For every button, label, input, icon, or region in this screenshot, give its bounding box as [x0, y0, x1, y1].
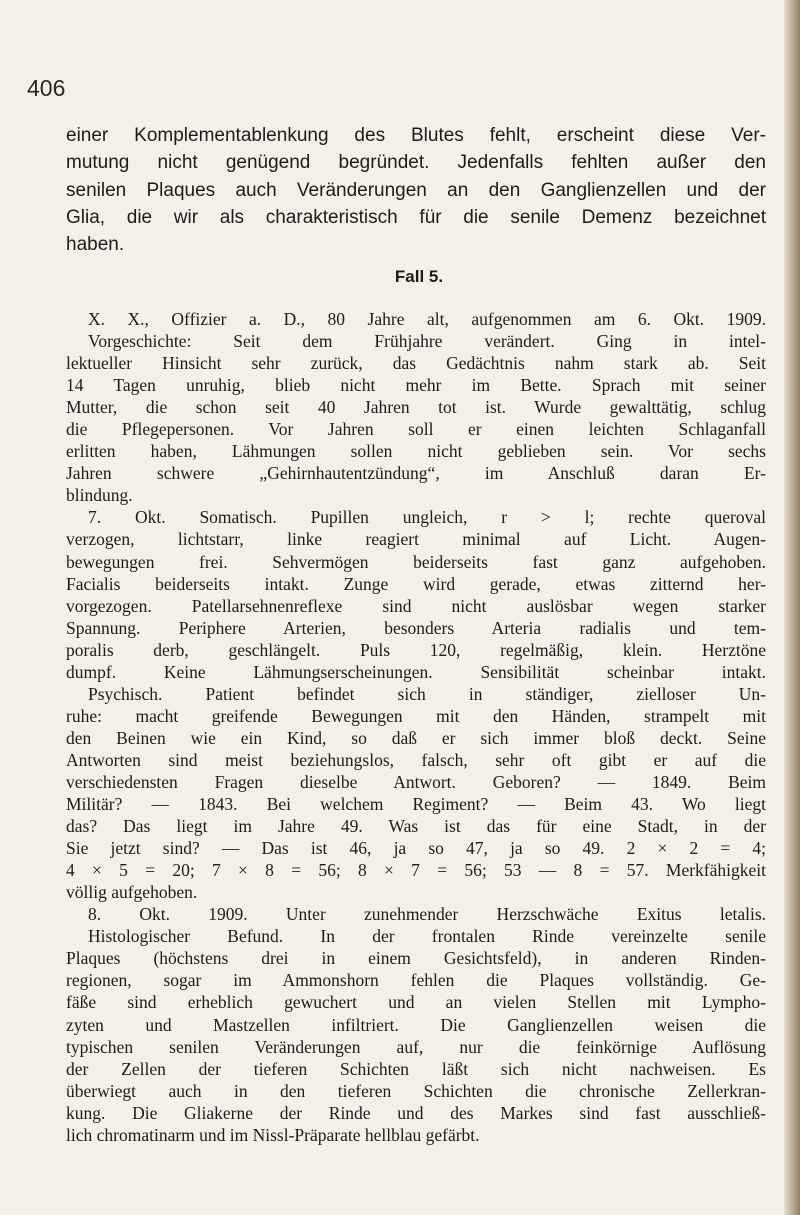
text-line: mutung nicht genügend begründet. Jedenfalls fehlten außer den — [66, 152, 766, 174]
text-line: lektueller Hinsicht sehr zurück, das Gedächtnis nahm stark ab. Seit — [66, 353, 766, 374]
text-line: ruhe: macht greifende Bewegungen mit den Händen, strampelt mit — [66, 705, 766, 726]
text-line: Glia, die wir als charakteristisch für die senile Demenz bezeichnet — [66, 206, 766, 228]
text-line: fäße sind erheblich gewuchert und an vielen Stellen mit Lympho- — [66, 992, 766, 1013]
text-line: Jahren schwere „Gehirnhautentzündung“, im Anschluß daran Er- — [66, 463, 766, 484]
text-line: der Zellen der tieferen Schichten läßt sich nicht nachweisen. Es — [66, 1058, 766, 1079]
text-line: völlig aufgehoben. — [66, 882, 198, 903]
text-line: kung. Die Gliakerne der Rinde und des Markes sind fast ausschließ- — [66, 1102, 766, 1123]
text-line: überwiegt auch in den tieferen Schichten die chronische Zellerkran- — [66, 1080, 766, 1101]
text-line: 8. Okt. 1909. Unter zunehmender Herzschwäche Exitus letalis. — [88, 904, 766, 925]
text-line: vorgezogen. Patellarsehnenreflexe sind nicht auslösbar wegen starker — [66, 595, 766, 616]
text-line: einer Komplementablenkung des Blutes fehlt, erscheint diese Ver- — [66, 125, 766, 146]
text-line: Histologischer Befund. In der frontalen Rinde vereinzelte senile — [88, 926, 766, 947]
case-report — [66, 308, 766, 1146]
text-line: poralis derb, geschlängelt. Puls 120, regelmäßig, klein. Herztöne — [66, 639, 766, 660]
text-line: Antworten sind meist beziehungslos, falsch, sehr oft gibt er auf die — [66, 749, 766, 770]
text-line: den Beinen wie ein Kind, so daß er sich immer bloß deckt. Seine — [66, 727, 766, 748]
text-line: Psychisch. Patient befindet sich in ständiger, zielloser Un- — [88, 683, 766, 704]
text-line: bewegungen frei. Sehvermögen beiderseits fast ganz aufgehoben. — [66, 551, 766, 572]
text-line: Vorgeschichte: Seit dem Frühjahre verändert. Ging in intel- — [88, 331, 766, 352]
text-line: zyten und Mastzellen infiltriert. Die Ganglienzellen weisen die — [66, 1014, 766, 1035]
text-line: Spannung. Periphere Arterien, besonders Arteria radialis und tem- — [66, 617, 766, 638]
text-line: Plaques (höchstens drei in einem Gesichtsfeld), in anderen Rinden- — [66, 948, 766, 969]
text-line: 7. Okt. Somatisch. Pupillen ungleich, r > l; rechte queroval — [88, 507, 766, 528]
text-line: Sie jetzt sind? — Das ist 46, ja so 47, ja so 49. 2 × 2 = 4; — [66, 838, 766, 859]
text-line: 14 Tagen unruhig, blieb nicht mehr im Bette. Sprach mit seiner — [66, 375, 766, 396]
text-line: 4 × 5 = 20; 7 × 8 = 56; 8 × 7 = 56; 53 — 8 = 57. Merkfähigkeit — [66, 860, 766, 881]
page-edge — [784, 0, 800, 1215]
text-line: erlitten haben, Lähmungen sollen nicht geblieben sein. Vor sechs — [66, 441, 766, 462]
text-line: senilen Plaques auch Veränderungen an den Ganglienzellen und der — [66, 179, 766, 201]
text-line: dumpf. Keine Lähmungserscheinungen. Sensibilität scheinbar intakt. — [66, 661, 766, 682]
text-line: Militär? — 1843. Bei welchem Regiment? — Beim 43. Wo liegt — [66, 794, 766, 815]
text-line: verschiedensten Fragen dieselbe Antwort. Geboren? — 1849. Beim — [66, 771, 766, 792]
text-line: verzogen, lichtstarr, linke reagiert minimal auf Licht. Augen- — [66, 529, 766, 550]
page-number: 406 — [27, 75, 66, 101]
case-heading: Fall 5. — [394, 267, 444, 286]
text-line: lich chromatinarm und im Nissl-Präparate hellblau gefärbt. — [66, 1124, 480, 1145]
text-line: typischen senilen Veränderungen auf, nur die feinkörnige Auflösung — [66, 1036, 766, 1057]
text-line: Mutter, die schon seit 40 Jahren tot ist. Wurde gewalttätig, schlug — [66, 397, 766, 418]
text-line: blindung. — [66, 485, 133, 506]
text-line: das? Das liegt im Jahre 49. Was ist das für eine Stadt, in der — [66, 816, 766, 837]
intro-paragraph — [66, 122, 766, 258]
text-line: X. X., Offizier a. D., 80 Jahre alt, aufgenommen am 6. Okt. 1909. — [88, 309, 766, 329]
text-line: regionen, sogar im Ammonshorn fehlen die Plaques vollständig. Ge- — [66, 970, 766, 991]
text-line: haben. — [66, 234, 125, 256]
text-line: Facialis beiderseits intakt. Zunge wird gerade, etwas zitternd her- — [66, 573, 766, 594]
text-line: die Pflegepersonen. Vor Jahren soll er einen leichten Schlaganfall — [66, 419, 766, 440]
